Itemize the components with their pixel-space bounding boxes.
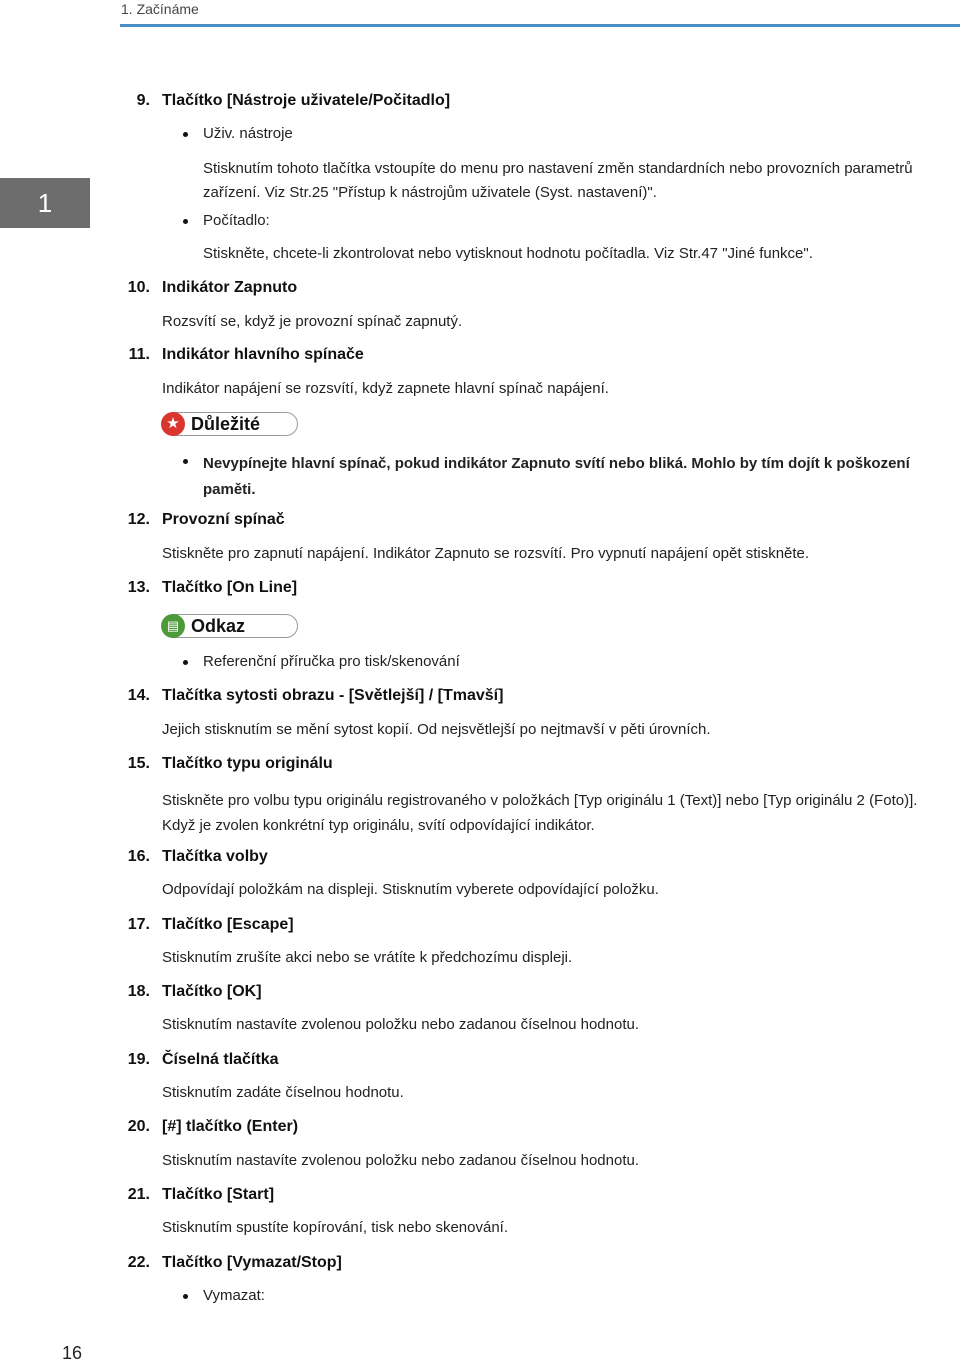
item-title: Tlačítko [Nástroje uživatele/Počitadlo]	[162, 92, 451, 109]
reference-note-text: Referenční příručka pro tisk/skenování	[203, 653, 460, 670]
document-icon: ▤	[161, 614, 185, 638]
item-number: 16.	[127, 848, 150, 865]
star-icon: ★	[161, 412, 185, 436]
item-title: Tlačítka volby	[162, 848, 268, 865]
running-header: 1. Začínáme	[121, 1, 199, 17]
item-text: Stisknutím nastavíte zvolenou položku nebo zadanou číselnou hodnotu.	[162, 1152, 639, 1169]
header-rule	[120, 24, 960, 27]
item-text: Stisknutím zadáte číselnou hodnotu.	[162, 1084, 404, 1101]
bullet	[183, 660, 188, 665]
item-title: Tlačítka sytosti obrazu - [Světlejší] / [Tmavší]	[162, 687, 504, 704]
important-note-text: Nevypínejte hlavní spínač, pokud indikátor Zapnuto svítí nebo bliká. Mohlo by tím dojít k poškození paměti.	[203, 455, 910, 498]
item-title: Tlačítko [OK]	[162, 983, 262, 1000]
item-number: 21.	[127, 1186, 150, 1203]
important-note-header	[162, 412, 298, 436]
note-label: Odkaz	[191, 616, 246, 636]
reference-note-header	[162, 614, 298, 638]
item-number: 17.	[127, 916, 150, 933]
item-text: Indikátor napájení se rozsvítí, když zapnete hlavní spínač napájení.	[162, 380, 609, 397]
note-label: Důležité	[191, 414, 261, 434]
bullet-label: Uživ. nástroje	[203, 125, 293, 142]
bullet	[183, 1294, 188, 1299]
bullet-label: Vymazat:	[203, 1287, 265, 1304]
item-number: 13.	[127, 579, 150, 596]
item-number: 15.	[127, 755, 150, 772]
item-text: Stisknutím nastavíte zvolenou položku nebo zadanou číselnou hodnotu.	[162, 1016, 639, 1033]
item-title: Indikátor Zapnuto	[162, 279, 298, 296]
item-title: Indikátor hlavního spínače	[162, 346, 364, 363]
item-title: Provozní spínač	[162, 511, 285, 528]
item-title: Tlačítko [Vymazat/Stop]	[162, 1254, 342, 1271]
bullet-label: Počítadlo:	[203, 212, 270, 229]
item-number: 11.	[128, 346, 150, 363]
item-title: Číselná tlačítka	[162, 1051, 279, 1068]
item-title: [#] tlačítko (Enter)	[162, 1118, 299, 1135]
bullet-text: Stiskněte, chcete-li zkontrolovat nebo vytisknout hodnotu počítadla. Viz Str.47 "Jiné funkce".	[203, 245, 813, 262]
item-number: 19.	[127, 1051, 150, 1068]
item-number: 12.	[127, 511, 150, 528]
item-title: Tlačítko [Escape]	[162, 916, 294, 933]
item-text: Stisknutím zrušíte akci nebo se vrátíte k předchozímu displeji.	[162, 949, 573, 966]
item-number: 20.	[127, 1118, 150, 1135]
chapter-tab: 1	[0, 178, 90, 228]
item-title: Tlačítko [On Line]	[162, 579, 298, 596]
item-text: Stisknutím spustíte kopírování, tisk nebo skenování.	[162, 1219, 509, 1236]
item-text: Rozsvítí se, když je provozní spínač zapnutý.	[162, 313, 463, 330]
item-text: Stiskněte pro zapnutí napájení. Indikátor Zapnuto se rozsvítí. Pro vypnutí napájení opět stiskněte.	[162, 545, 810, 562]
item-number: 10.	[127, 279, 150, 296]
item-title: Tlačítko typu originálu	[162, 755, 333, 772]
bullet	[183, 459, 188, 464]
bullet	[183, 132, 188, 137]
page-number: 16	[62, 1343, 83, 1363]
item-number: 18.	[127, 983, 150, 1000]
item-number: 9.	[136, 92, 150, 109]
item-number: 14.	[127, 687, 150, 704]
item-text: Odpovídají položkám na displeji. Stisknutím vyberete odpovídající položku.	[162, 881, 659, 898]
bullet	[183, 219, 188, 224]
item-number: 22.	[127, 1254, 150, 1271]
item-text: Jejich stisknutím se mění sytost kopií. Od nejsvětlejší po nejtmavší v pěti úrovních.	[162, 721, 711, 738]
bullet-text: Stisknutím tohoto tlačítka vstoupíte do menu pro nastavení změn standardních nebo provozních parametrů zařízení. Viz Str.25 "Přístup k nástrojům uživatele (Syst. nastavení)".	[203, 160, 913, 201]
item-title: Tlačítko [Start]	[162, 1186, 275, 1203]
item-text: Stiskněte pro volbu typu originálu registrovaného v položkách [Typ originálu 1 (Text)] nebo [Typ originálu 2 (Foto)]. Když je zvolen konkrétní typ originálu, svítí odpovídající indikátor.	[162, 792, 918, 834]
